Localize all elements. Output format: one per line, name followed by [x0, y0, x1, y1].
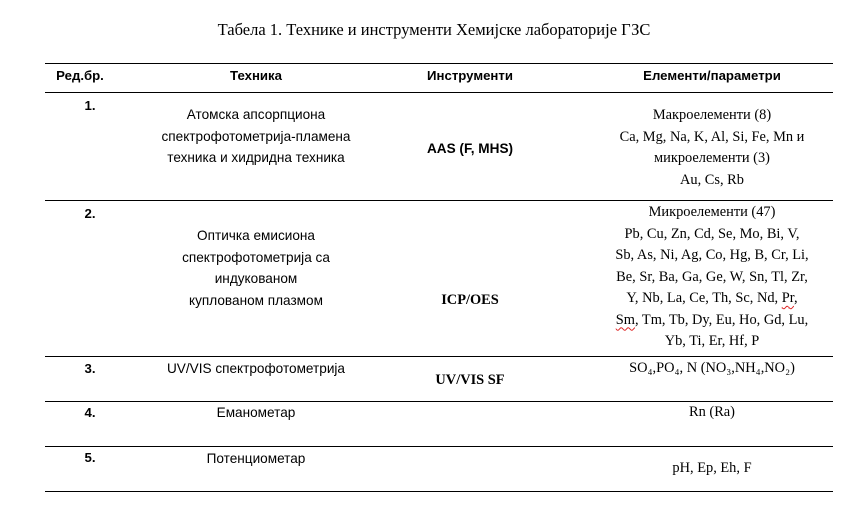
row-1-technique-line: техника и хидридна техника: [167, 150, 345, 165]
row-1-elements-line: Макроелементи (8): [652, 107, 772, 123]
row-2-elements-line: Микроелементи (47): [648, 204, 776, 220]
row-1-elements-line: Ca, Mg, Na, K, Al, Si, Fe, Mn и: [619, 128, 805, 145]
row-2-elements-line: Sb, As, Ni, Ag, Co, Hg, B, Cr, Li,: [615, 247, 809, 263]
row-1-elements-line: микроелементи (3): [654, 150, 770, 166]
row-5-elements-line: pH, Ep, Eh, F: [672, 460, 752, 476]
row-2-elements-line: Yb, Ti, Er, Hf, P: [664, 333, 760, 349]
row-2-technique: [120, 225, 392, 311]
row-2-technique-line: спектрофотометрија са: [182, 249, 330, 265]
row-2-technique-line: Оптичка емисиона: [197, 228, 315, 243]
table-top-rule: [45, 63, 833, 64]
row-2-elements-line: Be, Sr, Ba, Ga, Ge, W, Sn, Tl, Zr,: [616, 268, 808, 285]
row-1-num: 1.: [84, 98, 96, 113]
row-2-elements: [582, 202, 842, 353]
spellcheck-mark: Pr: [781, 290, 794, 306]
row-5-technique: [120, 448, 392, 470]
row-2-elements-line: Y, Nb, La, Ce, Th, Sc, Nd, Pr,: [626, 290, 798, 306]
row-2-technique-line: индукованом: [214, 271, 298, 286]
row-3-num: 3.: [84, 361, 96, 376]
row-4-elements: [582, 402, 842, 424]
row-2-instrument: ICP/OES: [441, 292, 499, 308]
header-elements: Елементи/параметри: [643, 68, 781, 83]
header-num: Ред.бр.: [56, 68, 104, 83]
header-technique: Техника: [230, 68, 282, 83]
row-2-technique-line: куплованом плазмом: [189, 292, 323, 308]
row-2-num: 2.: [84, 206, 96, 221]
row-4-technique: [120, 402, 392, 424]
row-1-elements: [582, 105, 842, 191]
row-2-elements-line: Pb, Cu, Zn, Cd, Se, Mo, Bi, V,: [624, 225, 800, 242]
header-instruments: Инструменти: [427, 68, 513, 83]
row-3-instrument: UV/VIS SF: [435, 372, 505, 388]
row-2-elements-line: Sm, Tm, Tb, Dy, Eu, Ho, Gd, Lu,: [615, 311, 809, 328]
row-3-elements: [582, 358, 842, 380]
table-bottom-rule: [45, 491, 833, 492]
row-1-technique-line: Атомска апсорпциона: [186, 107, 326, 122]
row-1-bottom-rule: [45, 200, 833, 201]
row-1-elements-line: Au, Cs, Rb: [680, 171, 744, 188]
row-1-technique: [120, 104, 392, 169]
header-bottom-rule: [45, 92, 833, 93]
row-3-technique: [120, 358, 392, 380]
row-4-num: 4.: [84, 405, 96, 420]
row-4-bottom-rule: [45, 446, 833, 447]
row-1-instrument: AAS (F, MHS): [426, 141, 514, 156]
row-2-bottom-rule: [45, 356, 833, 357]
row-1-technique-line: спектрофотометрија-пламена: [161, 128, 351, 144]
row-3-elements-line: SO₄,PO₄, N (NO₃,NH₄,NO₂): [629, 360, 795, 376]
row-5-technique-line: Потенциометар: [206, 451, 306, 466]
spellcheck-mark: Sm: [615, 311, 635, 328]
row-4-technique-line: Еманометар: [216, 405, 296, 420]
row-3-technique-line: UV/VIS спектрофотометрија: [166, 361, 345, 376]
row-5-num: 5.: [84, 450, 96, 465]
table-caption: Табела 1. Технике и инструменти Хемијске лабораторије ГЗС: [217, 20, 651, 39]
row-5-elements: [582, 458, 842, 480]
row-4-elements-line: Rn (Ra): [689, 404, 735, 420]
